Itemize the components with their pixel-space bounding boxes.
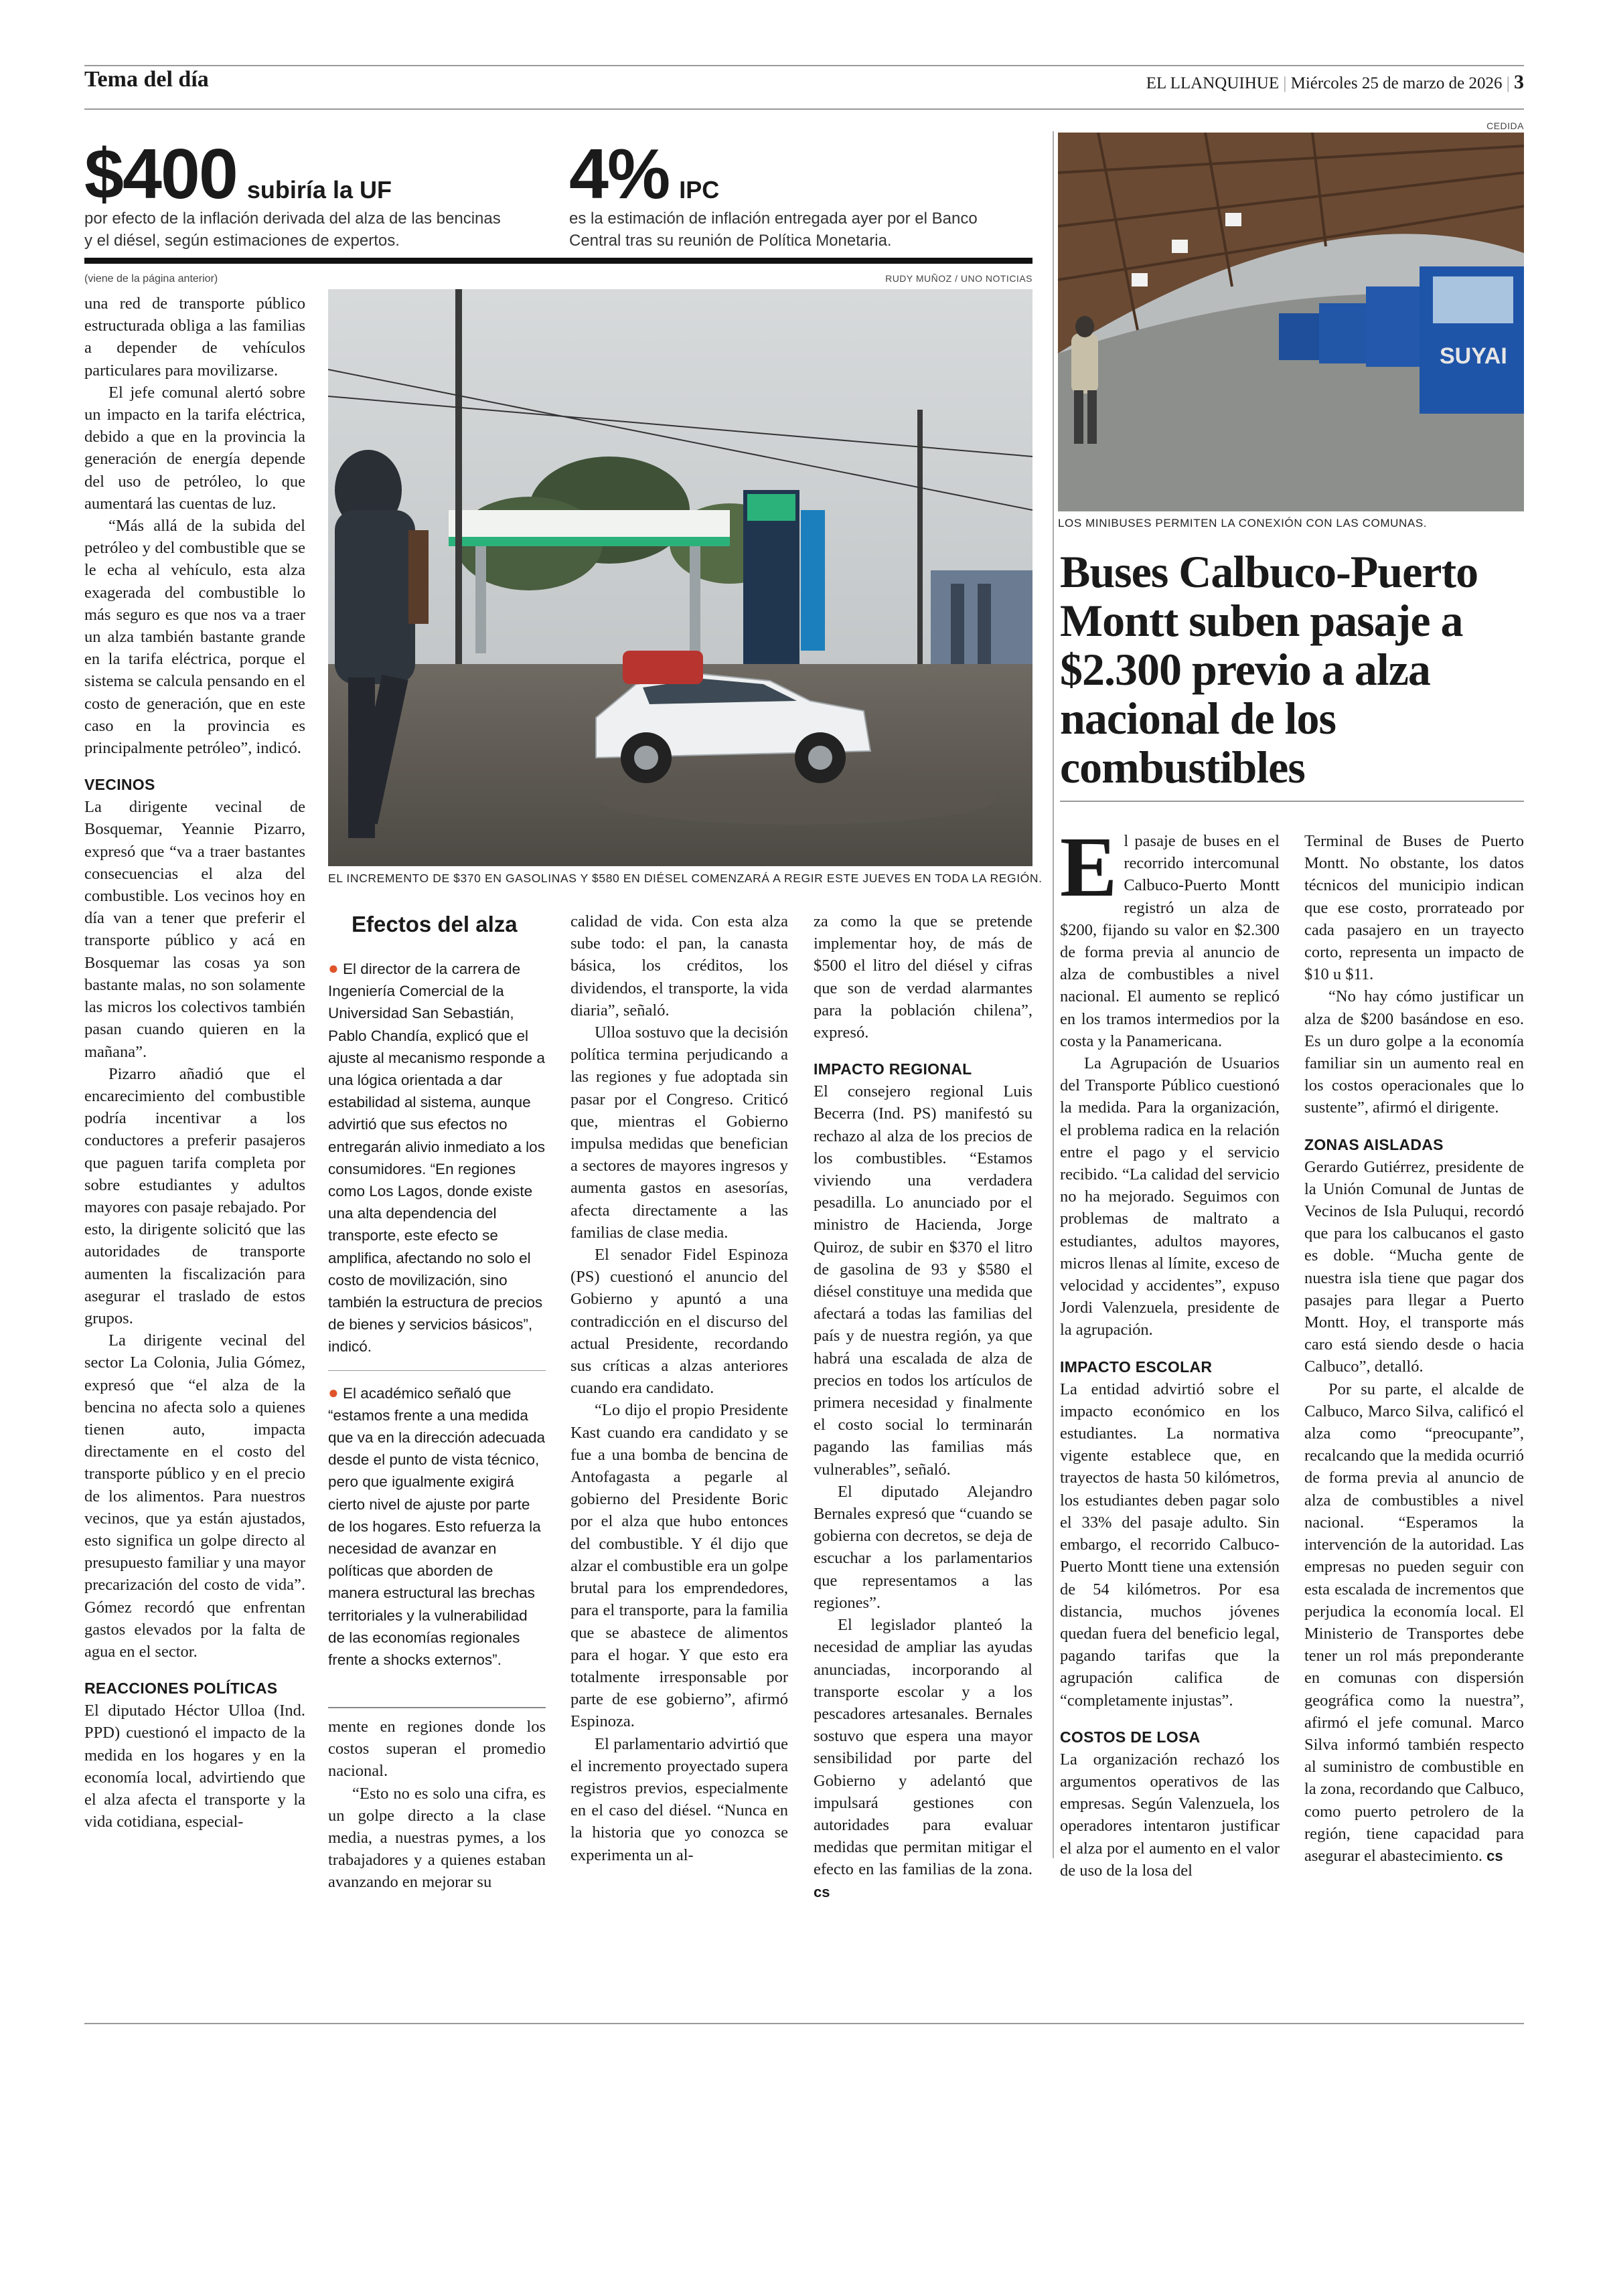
article-divider [1053,131,1054,1858]
stat-ipc [569,135,998,252]
stat-uf [84,135,513,252]
paragraph: “No hay cómo justificar un alza de $200 basándose en eso. Es un duro golpe a la economía familiar sin un aumento real en los costos operacionales que lo sustente”, afirmó el dirigente. [1304,987,1524,1117]
issue-date: Miércoles 25 de marzo de 2026 [1290,74,1503,92]
paragraph: “Lo dijo el propio Presidente Kast cuando era candidato y se fue a una bomba de bencina de Antofagasta a pegarle al gobierno del Presidente Boric por el alza que hubo entonces del combustible. Y él dijo que alzar el combustible era un golpe brutal para los emprendedores, para el transporte, para la familia que se abastece de alimentos para el hogar. Y que esto era totalmente irresponsable por parte de ese gobierno”, afirmó Espinoza. [570,1401,788,1731]
continued-note: (viene de la página anterior) [84,273,218,284]
paragraph: “Esto no es solo una cifra, es un golpe directo a la clase media, a nuestras pymes, a los trabajadores y a quienes estaban avanzando en mejorar su [328,1784,546,1892]
left-article-col1 [84,293,305,1833]
paragraph: La Agrupación de Usuarios del Transporte Público cuestionó la medida. Para la organización, el problema radica en la relación entre el pago y el servicio recibido. “La calidad del servicio no ha mejorado. Seguimos con problemas de maltrato a estudiantes, adultos mayores, micros llenas al límite, exceso de velocidad y accidentes”, expuso Jordi Valenzuela, presidente de la agrupación. [1060,1054,1280,1339]
end-mark-icon: cs [1486,1847,1503,1864]
section-title: Tema del día [84,67,209,92]
sidebar-title: Efectos del alza [352,912,518,936]
left-article-col3 [570,910,788,1866]
stat-text: es la estimación de inflación entregada ayer por el Banco Central tras su reunión de Política Monetaria. [569,210,978,250]
page-number: 3 [1514,71,1524,93]
paragraph: una red de transporte público estructurada obliga a las familias a depender de vehículos particulares para movilizarse. [84,295,305,380]
stat-figure: 4% [569,135,670,214]
right-article-col2 [1304,830,1524,1867]
paragraph: El senador Fidel Espinoza (PS) cuestionó el anuncio del Gobierno y apuntó a una contradicción en el discurso del actual Presidente, recordando sus críticas a alzas anteriores cuando era candidato. [570,1246,788,1398]
paragraph: calidad de vida. Con esta alza sube todo: el pan, la canasta básica, los créditos, los dividendos, el transporte, la vida diaria”, señaló. [570,912,788,1019]
paragraph: La dirigente vecinal del sector La Colonia, Julia Gómez, expresó que “el alza de la bencina no afecta solo a quienes tienen auto, impacta directamente en el costo del transporte público y en el precio de los alimentos. Para nuestros vecinos, que ya están ajustados, esto significa un golpe directo al presupuesto familiar y una mayor precarización del costo de vida”. Gómez recordó que enfrentan gastos elevados por la falta de agua en el sector. [84,1331,305,1661]
bus-terminal-photo [1058,133,1524,511]
photo1-credit: RUDY MUÑOZ / UNO NOTICIAS [885,273,1032,284]
paragraph: La dirigente vecinal de Bosquemar, Yeannie Pizarro, expresó que “va a traer bastantes consecuencias el alza del combustible. Los vecinos hoy en día van a tener que preferir el transporte público y acá en Bosquemar las cosas ya son bastante malas, no son solamente las micros los colectivos también pasan cuando quieren en la mañana”. [84,798,305,1061]
stat-figure: $400 [84,135,237,214]
bullet-dot-icon: ● [328,958,339,978]
end-mark-icon: cs [814,1883,830,1900]
gas-station-illustration [328,289,1032,866]
bus-label: SUYAI [1440,343,1507,369]
subhead-reacciones: REACCIONES POLÍTICAS [84,1679,278,1698]
sidebar-divider [328,1370,546,1371]
newspaper-dateline: EL LLANQUIHUE | Miércoles 25 de marzo de 2026 | 3 [1146,71,1524,93]
right-headline: Buses Calbuco-Puerto Montt suben pasaje a $2.300 previo a alza nacional de los combustibles [1060,546,1478,793]
bus-terminal-illustration [1058,133,1524,511]
paragraph: l pasaje de buses en el recorrido intercomunal Calbuco-Puerto Montt registró un alza de $200, fijando su valor en $2.300 de forma previa al anuncio de alza de combustibles a nivel nacional. El aumento se replicó en los tramos intermedios por la costa y la Panamericana. [1060,832,1280,1050]
paragraph: Gerardo Gutiérrez, presidente de la Unión Comunal de Juntas de Vecinos de Isla Puluqui, recordó que para los calbucanos el gasto es doble. “Mucha gente de nuestra isla tiene que pagar dos pasajes para llegar a Puerto Montt. Hoy, el transporte más caro está siendo desde o hacia Calbuco”, detalló. [1304,1157,1524,1376]
subhead-costos-losa: COSTOS DE LOSA [1060,1728,1201,1746]
bullet-dot-icon: ● [328,1382,339,1402]
paragraph: Terminal de Buses de Puerto Montt. No obstante, los datos técnicos del municipio indican que ese costo, prorrateado por cada pasajero en un trayecto corto, representa un impacto de $10 u $11. [1304,832,1524,984]
paragraph: El legislador planteó la necesidad de ampliar las ayudas anunciadas, incorporando al transporte escolar y a los pescadores artesanales. Bernales sostuvo que espera una mayor sensibilidad por parte del Gobierno y adelantó que impulsará gestiones con autoridades para evaluar medidas que permitan mitigar el efecto en las familias de la zona. cs [814,1616,1032,1900]
dropcap: E [1060,819,1118,914]
right-article-col1 [1060,819,1280,1882]
stat-label: subiría la UF [246,176,392,203]
headline-rule [1060,801,1524,802]
paragraph: La organización rechazó los argumentos operativos de las empresas. Según Valenzuela, los operadores intentaron justificar el alza por el aumento en el valor de uso de la losa del [1060,1750,1280,1880]
stat-text: por efecto de la inflación derivada del alza de las bencinas y el diésel, según estimaciones de expertos. [84,210,501,250]
paragraph: El diputado Alejandro Bernales expresó que “cuando se gobierna con decretos, se deja de escuchar a los parlamentarios que representamos a las regiones”. [814,1482,1032,1612]
paragraph: La entidad advirtió sobre el impacto económico en los estudiantes. La normativa vigente establece que, en trayectos de hasta 50 kilómetros, los estudiantes deben pagar solo el 33% del pasaje adulto. Sin embargo, el recorrido Calbuco-Puerto Montt tiene una extensión de 54 kilómetros. Por esa distancia, muchos jóvenes quedan fuera del beneficio legal, pagando tarifas que la agrupación califica de “completamente injustas”. [1060,1380,1280,1710]
left-article-col2 [328,1716,546,1894]
footer-rule [84,2023,1524,2024]
paragraph: Por su parte, el alcalde de Calbuco, Marco Silva, calificó el alza como “preocupante”, recalcando que la medida ocurrió de forma previa al anuncio de alza de combustibles a nivel nacional. “Esperamos la intervención de la autoridad. Las empresas no pueden seguir con esta escalada de incrementos que perjudica la economía local. El Ministerio de Transportes debe tener un rol más preponderante en comunas con dispersión geográfica como la nuestra”, afirmó el jefe comunal. Marco Silva informó también respecto al suministro de combustible en la zona, recordando que Calbuco, como puerto petrolero de la región, tiene capacidad para asegurar el abastecimiento. cs [1304,1380,1524,1865]
subhead-zonas-aisladas: ZONAS AISLADAS [1304,1135,1444,1153]
paragraph: Ulloa sostuvo que la decisión política termina perjudicando a las regiones y fue adoptada sin pasar por el Congreso. Criticó que, mientras el Gobierno impulsa medidas que benefician a sectores de mayores ingresos y aumenta gastos en asesorías, afecta directamente a las familias de clase media. [570,1023,788,1242]
stats-thick-rule [84,258,1032,264]
header-top-rule [84,65,1524,66]
paragraph: mente en regiones donde los costos superan el promedio nacional. [328,1718,546,1781]
subhead-impacto-escolar: IMPACTO ESCOLAR [1060,1358,1213,1376]
paragraph: za como la que se pretende implementar hoy, de más de $500 el litro del diésel y cifras que son de verdad alarmantes para la población chilena”, expresó. [814,912,1032,1042]
sidebar-box [328,957,546,1671]
paragraph: “Más allá de la subida del petróleo y del combustible que se le echa al vehículo, esta alza exagerada del combustible lo más seguro es que nos va a traer un alza también bastante grande en la tarifa eléctrica, porque el sistema se calcula pensando en el costo de generación, que en este caso en la provincia es principalmente petróleo”, indicó. [84,517,305,758]
header-bottom-rule [84,108,1524,110]
subhead-vecinos: VECINOS [84,776,155,794]
newspaper-name: EL LLANQUIHUE [1146,74,1280,92]
left-article-col4 [814,910,1032,1903]
paragraph: El consejero regional Luis Becerra (Ind. PS) manifestó su rechazo al alza de los precios de los combustibles. “Estamos viviendo una verdadera pesadilla. Lo anunciado por el ministro de Hacienda, Jorge Quiroz, de subir en $370 el litro de gasolina de 93 y $580 el diésel constituye una medida que afectará a todas las familias del país y de nuestra región, ya que habrá una escalada de alza de precios en todos los artículos de primera necesidad y finalmente el costo social lo terminarán pagando las familias más vulnerables”, señaló. [814,1082,1032,1479]
photo2-caption: LOS MINIBUSES PERMITEN LA CONEXIÓN CON LAS COMUNAS. [1058,517,1428,529]
paragraph: El parlamentario advirtió que el incremento proyectado supera registros previos, especialmente en el caso del diésel. “Nunca en la historia que yo conozca se experimenta un al- [570,1734,788,1864]
sidebar-bullet: ● El director de la carrera de Ingeniería Comercial de la Universidad San Sebastián, Pablo Chandía, explicó que el ajuste al mecanismo responde a una lógica orientada a dar estabilidad al sistema, aunque advirtió que sus efectos no entregarán alivio inmediato a los consumidores. “En regiones como Los Lagos, donde existe una alta dependencia del transporte, este efecto se amplifica, afectando no solo el costo de movilización, sino también la estructura de precios de bienes y servicios básicos”, indicó. [328,958,545,1356]
stat-label: IPC [679,176,720,203]
sidebar-bottom-rule [328,1707,546,1708]
photo1-caption: EL INCREMENTO DE $370 EN GASOLINAS Y $580 EN DIÉSEL COMENZARÁ A REGIR ESTE JUEVES EN TODA LA REGIÓN. [328,872,1043,885]
gas-station-photo [328,289,1032,866]
subhead-impacto-regional: IMPACTO REGIONAL [814,1060,972,1078]
photo2-credit: CEDIDA [1486,120,1524,131]
paragraph: El jefe comunal alertó sobre un impacto en la tarifa eléctrica, debido a que en la provincia la generación de energía depende del uso de petróleo, lo que aumentará las cuentas de luz. [84,383,305,513]
paragraph: El diputado Héctor Ulloa (Ind. PPD) cuestionó el impacto de la medida en los hogares y en la economía local, advirtiendo que el alza afecta el transporte y la vida cotidiana, especial- [84,1702,305,1831]
sidebar-bullet: ● El académico señaló que “estamos frente a una medida que va en la dirección adecuada desde el punto de vista técnico, pero que igualmente exigirá cierto nivel de ajuste por parte de los hogares. Esto refuerza la necesidad de avanzar en políticas que aborden de manera estructural las brechas territoriales y la vulnerabilidad de las economías regionales frente a shocks externos”. [328,1382,545,1669]
paragraph: Pizarro añadió que el encarecimiento del combustible podría incentivar a los conductores a preferir pasajeros que paguen tarifa completa por sobre estudiantes y adultos mayores con pasaje rebajado. Por esto, la dirigente solicitó que las autoridades de transporte aumenten la fiscalización para asegurar el traslado de estos grupos. [84,1064,305,1327]
